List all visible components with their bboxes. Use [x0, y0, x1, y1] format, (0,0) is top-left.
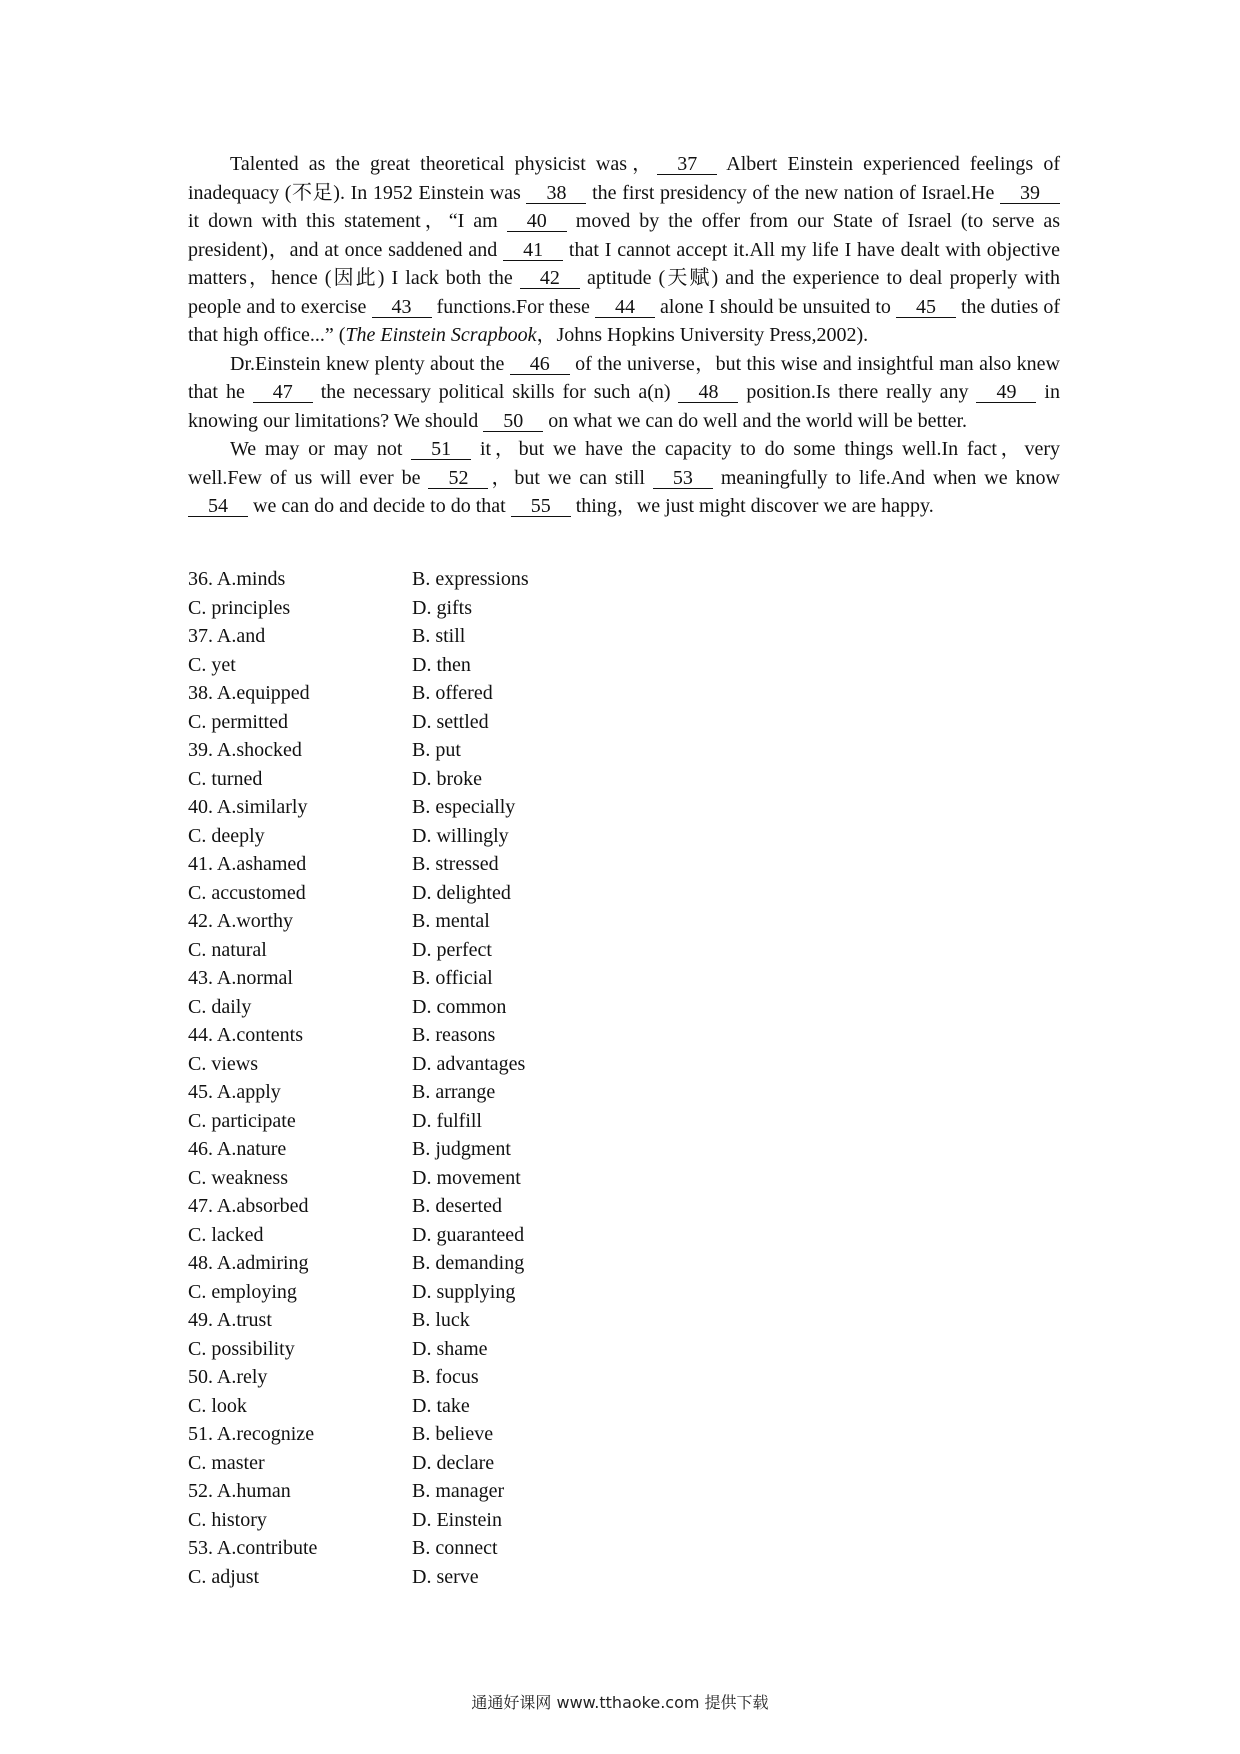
option-left: 46. A.nature	[188, 1138, 287, 1160]
option-row	[188, 907, 748, 936]
option-left: 36. A.minds	[188, 568, 286, 590]
passage-text: that I cannot accept it.All my life I have dealt with objective matters，hence (因此) I lack both the	[188, 238, 1061, 289]
passage-text: the duties of that high office...” (	[188, 295, 1060, 346]
blank-50: 50	[483, 411, 543, 432]
option-right: B. expressions	[412, 568, 529, 590]
option-row	[188, 1278, 748, 1307]
option-left: C. weakness	[188, 1166, 288, 1189]
blank-45: 45	[896, 297, 956, 318]
blank-52: 52	[428, 468, 488, 489]
blank-46: 46	[510, 354, 570, 375]
option-left: C. daily	[188, 995, 252, 1018]
option-left: C. deeply	[188, 824, 265, 847]
option-left: 43. A.normal	[188, 967, 293, 989]
option-right: B. luck	[412, 1309, 470, 1331]
option-right: D. supplying	[412, 1280, 516, 1303]
option-row	[188, 879, 748, 908]
option-left: 44. A.contents	[188, 1024, 303, 1046]
option-right: D. settled	[412, 710, 489, 733]
blank-49: 49	[976, 382, 1036, 403]
option-row	[188, 850, 748, 879]
option-left: C. yet	[188, 653, 236, 676]
passage-text: meaningfully to life.And when we know	[712, 466, 1061, 489]
option-row	[188, 1221, 748, 1250]
passage-paragraph-2	[188, 350, 1060, 436]
option-right: D. shame	[412, 1337, 488, 1360]
option-right: D. take	[412, 1394, 470, 1417]
option-right: B. put	[412, 739, 461, 761]
passage-text: Dr.Einstein knew plenty about the	[230, 352, 510, 375]
option-left: 37. A.and	[188, 625, 266, 647]
option-right: D. delighted	[412, 881, 511, 904]
option-right: B. offered	[412, 682, 493, 704]
option-right: B. still	[412, 625, 466, 647]
option-left: 40. A.similarly	[188, 796, 308, 818]
option-row	[188, 1335, 748, 1364]
option-row	[188, 822, 748, 851]
passage-text: in knowing our limitations? We should	[188, 381, 1060, 432]
option-row	[188, 1392, 748, 1421]
blank-39: 39	[1000, 183, 1060, 204]
book-title: The Einstein Scrapbook	[345, 324, 537, 346]
passage-text: we can do and decide to do that	[248, 495, 511, 517]
answer-options	[188, 565, 748, 1591]
passage-text: ，but we can still	[488, 466, 653, 489]
option-left: C. turned	[188, 767, 263, 790]
option-row	[188, 565, 748, 594]
option-row	[188, 1021, 748, 1050]
option-left: 48. A.admiring	[188, 1252, 309, 1274]
passage-text: it，but we have the capacity to do some things well.In fact，very well.Few of us will ever be	[188, 438, 1060, 489]
option-left: 53. A.contribute	[188, 1537, 318, 1559]
passage-text: the necessary political skills for such a(n)	[312, 381, 679, 403]
option-right: B. demanding	[412, 1252, 525, 1274]
option-right: D. declare	[412, 1451, 495, 1474]
option-left: C. principles	[188, 596, 291, 619]
option-left: C. accustomed	[188, 881, 306, 904]
option-right: D. then	[412, 653, 471, 676]
option-row	[188, 1135, 748, 1164]
cloze-passage	[188, 150, 1060, 521]
option-right: B. mental	[412, 910, 490, 932]
option-row	[188, 1078, 748, 1107]
option-left: 42. A.worthy	[188, 910, 293, 932]
option-right: B. connect	[412, 1537, 498, 1559]
option-row	[188, 708, 748, 737]
option-right: D. fulfill	[412, 1109, 482, 1132]
option-left: C. permitted	[188, 710, 288, 733]
passage-text: Talented as the great theoretical physicist was，	[230, 153, 658, 175]
passage-text: Albert Einstein experienced feelings of inadequacy (不足). In 1952 Einstein was	[188, 153, 1060, 204]
option-row	[188, 594, 748, 623]
option-right: B. stressed	[412, 853, 499, 875]
option-right: B. manager	[412, 1480, 505, 1502]
passage-text: We may or may not	[230, 438, 412, 460]
option-right: B. arrange	[412, 1081, 496, 1103]
option-row	[188, 1164, 748, 1193]
option-row	[188, 679, 748, 708]
option-row	[188, 936, 748, 965]
blank-54: 54	[188, 496, 248, 517]
option-row	[188, 736, 748, 765]
blank-53: 53	[653, 468, 713, 489]
option-row	[188, 1506, 748, 1535]
passage-text: ，Johns Hopkins University Press,2002).	[536, 324, 869, 346]
passage-text: on what we can do well and the world will be better.	[543, 409, 968, 432]
option-row	[188, 1306, 748, 1335]
option-left: C. natural	[188, 938, 267, 961]
option-left: 38. A.equipped	[188, 682, 310, 704]
option-right: B. focus	[412, 1366, 479, 1388]
option-left: 41. A.ashamed	[188, 853, 307, 875]
option-right: D. willingly	[412, 824, 509, 847]
option-left: C. participate	[188, 1109, 296, 1132]
blank-51: 51	[411, 439, 471, 460]
option-left: 45. A.apply	[188, 1081, 281, 1103]
blank-43: 43	[372, 297, 432, 318]
option-row	[188, 1477, 748, 1506]
option-right: B. especially	[412, 796, 516, 818]
passage-text: functions.For these	[431, 295, 595, 318]
option-row	[188, 1192, 748, 1221]
option-row	[188, 1249, 748, 1278]
option-row	[188, 651, 748, 680]
option-right: D. perfect	[412, 938, 492, 961]
passage-text: moved by the offer from our State of Israel (to serve as president)，and at once saddened and	[188, 210, 1061, 261]
option-row	[188, 964, 748, 993]
option-left: 49. A.trust	[188, 1309, 272, 1331]
option-right: D. broke	[412, 767, 482, 790]
option-right: D. common	[412, 995, 507, 1018]
option-left: C. possibility	[188, 1337, 295, 1360]
blank-41: 41	[503, 240, 563, 261]
option-left: C. look	[188, 1394, 247, 1417]
option-row	[188, 1449, 748, 1478]
option-right: B. official	[412, 967, 493, 989]
page-footer: 通通好课网 www.tthaoke.com 提供下载	[471, 1693, 769, 1712]
option-right: B. believe	[412, 1423, 494, 1445]
option-row	[188, 1107, 748, 1136]
passage-text: it down with this statement，“I am	[188, 210, 507, 232]
option-right: D. guaranteed	[412, 1223, 525, 1246]
blank-47: 47	[253, 382, 313, 403]
blank-40: 40	[507, 211, 567, 232]
option-right: D. advantages	[412, 1052, 526, 1075]
option-right: D. gifts	[412, 596, 472, 619]
option-left: 39. A.shocked	[188, 739, 302, 761]
option-right: B. judgment	[412, 1138, 511, 1160]
option-left: 50. A.rely	[188, 1366, 268, 1388]
blank-55: 55	[511, 496, 571, 517]
blank-48: 48	[678, 382, 738, 403]
option-left: C. adjust	[188, 1565, 260, 1588]
passage-paragraph-3	[188, 435, 1060, 521]
option-right: B. deserted	[412, 1195, 502, 1217]
option-right: D. serve	[412, 1565, 479, 1588]
passage-text: position.Is there really any	[738, 381, 977, 403]
option-right: B. reasons	[412, 1024, 496, 1046]
option-row	[188, 1420, 748, 1449]
passage-text: thing，we just might discover we are happy.	[570, 495, 934, 517]
option-row	[188, 1563, 748, 1592]
option-left: C. master	[188, 1451, 265, 1474]
blank-42: 42	[520, 268, 580, 289]
option-left: 52. A.human	[188, 1480, 291, 1502]
passage-text: the first presidency of the new nation of Israel.He	[586, 181, 1000, 204]
option-left: C. employing	[188, 1280, 297, 1303]
option-right: D. movement	[412, 1166, 521, 1189]
blank-37: 37	[657, 154, 717, 175]
blank-38: 38	[526, 183, 586, 204]
option-row	[188, 993, 748, 1022]
option-left: C. history	[188, 1508, 267, 1531]
option-left: 47. A.absorbed	[188, 1195, 309, 1217]
option-row	[188, 793, 748, 822]
option-left: C. lacked	[188, 1223, 264, 1246]
passage-text: of the universe，but this wise and insightful man also knew that he	[188, 352, 1060, 403]
option-right: D. Einstein	[412, 1508, 502, 1531]
option-row	[188, 1534, 748, 1563]
blank-44: 44	[595, 297, 655, 318]
passage-text: alone I should be unsuited to	[655, 295, 896, 318]
option-row	[188, 1050, 748, 1079]
option-left: C. views	[188, 1052, 258, 1075]
option-row	[188, 622, 748, 651]
option-row	[188, 1363, 748, 1392]
passage-paragraph-1	[188, 150, 1060, 350]
option-row	[188, 765, 748, 794]
passage-text: aptitude (天赋) and the experience to deal properly with people and to exercise	[188, 267, 1060, 318]
option-left: 51. A.recognize	[188, 1423, 315, 1445]
